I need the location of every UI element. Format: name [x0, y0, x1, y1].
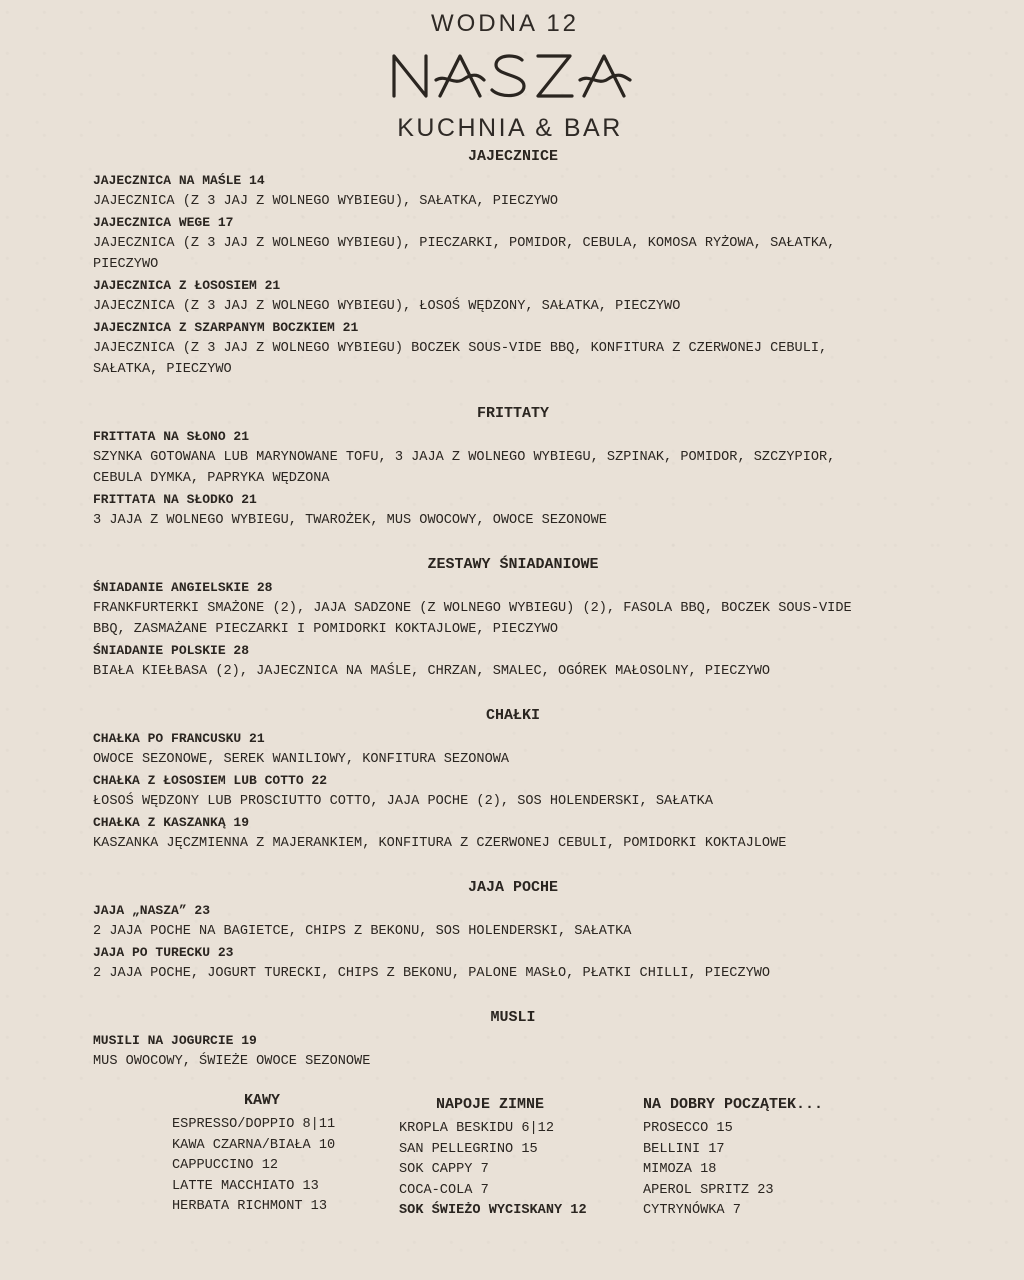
item-desc: JAJECZNICA (Z 3 JAJ Z WOLNEGO WYBIEGU), ŁOSOŚ WĘDZONY, SAŁATKA, PIECZYWO [93, 299, 681, 314]
item-desc: ŁOSOŚ WĘDZONY LUB PROSCIUTTO COTTO, JAJA POCHE (2), SOS HOLENDERSKI, SAŁATKA [93, 794, 713, 809]
item-title: CHAŁKA Z KASZANKĄ 19 [93, 815, 250, 830]
section-title: MUSLI [490, 1009, 536, 1026]
item-title: JAJECZNICA NA MAŚLE 14 [93, 173, 265, 188]
drink-item: SOK CAPPY 7 [399, 1162, 489, 1178]
section-title: JAJECZNICE [467, 148, 558, 165]
item-desc: 2 JAJA POCHE, JOGURT TURECKI, CHIPS Z BEKONU, PALONE MASŁO, PŁATKI CHILLI, PIECZYWO [93, 966, 771, 981]
item-title: MUSILI NA JOGURCIE 19 [93, 1033, 257, 1048]
item-desc: JAJECZNICA (Z 3 JAJ Z WOLNEGO WYBIEGU), SAŁATKA, PIECZYWO [93, 194, 558, 209]
item-title: CHAŁKA PO FRANCUSKU 21 [93, 731, 265, 746]
logo-text: NASZA [388, 46, 392, 47]
column-title: NA DOBRY POCZĄTEK... [643, 1096, 824, 1113]
column-title: NAPOJE ZIMNE [436, 1096, 545, 1113]
item-desc: PIECZYWO [93, 257, 159, 272]
item-title: JAJECZNICA Z SZARPANYM BOCZKIEM 21 [93, 320, 359, 335]
item-desc: FRANKFURTERKI SMAŻONE (2), JAJA SADZONE (Z WOLNEGO WYBIEGU) (2), FASOLA BBQ, BOCZEK SOUS-VIDE [93, 601, 852, 616]
item-title: JAJECZNICA Z ŁOSOSIEM 21 [93, 278, 281, 293]
section-frittaty [93, 403, 933, 531]
drinks-napoje-zimne [399, 1094, 587, 1222]
address: WODNA 12 [430, 10, 580, 37]
drinks-kawy [172, 1090, 335, 1218]
drink-item: MIMOZA 18 [643, 1162, 717, 1178]
section-jaja-poche [93, 877, 933, 984]
drink-item: CYTRYNÓWKA 7 [643, 1203, 741, 1219]
section-chalki [93, 705, 933, 854]
drink-item: BELLINI 17 [643, 1141, 725, 1157]
column-title: KAWY [244, 1092, 281, 1109]
drinks-na-dobry-poczatek [643, 1094, 823, 1222]
item-title: FRITTATA NA SŁODKO 21 [93, 492, 257, 507]
section-title: JAJA POCHE [467, 879, 558, 896]
drink-item: CAPPUCCINO 12 [172, 1158, 279, 1174]
item-title: CHAŁKA Z ŁOSOSIEM LUB COTTO 22 [93, 773, 328, 788]
item-desc: BIAŁA KIEŁBASA (2), JAJECZNICA NA MAŚLE, CHRZAN, SMALEC, OGÓREK MAŁOSOLNY, PIECZYWO [93, 664, 771, 679]
item-desc: CEBULA DYMKA, PAPRYKA WĘDZONA [93, 471, 330, 486]
drink-item: HERBATA RICHMONT 13 [172, 1199, 327, 1215]
item-desc: SAŁATKA, PIECZYWO [93, 362, 232, 377]
item-title: FRITTATA NA SŁONO 21 [93, 429, 250, 444]
drink-item: APEROL SPRITZ 23 [643, 1182, 774, 1198]
drink-item: LATTE MACCHIATO 13 [172, 1178, 319, 1194]
section-title: ZESTAWY ŚNIADANIOWE [427, 556, 599, 573]
item-title: ŚNIADANIE POLSKIE 28 [93, 643, 250, 658]
drink-item: COCA-COLA 7 [399, 1182, 489, 1198]
section-jajecznice [93, 146, 933, 380]
item-desc: MUS OWOCOWY, ŚWIEŻE OWOCE SEZONOWE [93, 1054, 371, 1069]
section-musli [93, 1007, 933, 1072]
item-title: JAJECZNICA WEGE 17 [93, 215, 234, 230]
section-zestawy [93, 554, 933, 682]
drink-item: KAWA CZARNA/BIAŁA 10 [172, 1137, 336, 1153]
item-desc: 3 JAJA Z WOLNEGO WYBIEGU, TWAROŻEK, MUS OWOCOWY, OWOCE SEZONOWE [93, 513, 607, 528]
item-desc: JAJECZNICA (Z 3 JAJ Z WOLNEGO WYBIEGU) BOCZEK SOUS-VIDE BBQ, KONFITURA Z CZERWONEJ CEBULI, [93, 341, 828, 356]
item-desc: KASZANKA JĘCZMIENNA Z MAJERANKIEM, KONFITURA Z CZERWONEJ CEBULI, POMIDORKI KOKTAJLOWE [93, 836, 787, 851]
drink-item: KROPLA BESKIDU 6|12 [399, 1121, 554, 1136]
item-title: ŚNIADANIE ANGIELSKIE 28 [93, 580, 273, 595]
item-desc: BBQ, ZASMAŻANE PIECZARKI I POMIDORKI KOKTAJLOWE, PIECZYWO [93, 622, 558, 637]
item-title: JAJA PO TURECKU 23 [93, 945, 234, 960]
section-title: FRITTATY [476, 405, 549, 422]
drink-item: SAN PELLEGRINO 15 [399, 1141, 538, 1157]
drink-item: PROSECCO 15 [643, 1121, 733, 1136]
section-title: CHAŁKI [485, 707, 540, 724]
drink-item: ESPRESSO/DOPPIO 8|11 [172, 1117, 336, 1132]
item-desc: 2 JAJA POCHE NA BAGIETCE, CHIPS Z BEKONU, SOS HOLENDERSKI, SAŁATKA [93, 924, 632, 939]
item-desc: JAJECZNICA (Z 3 JAJ Z WOLNEGO WYBIEGU), PIECZARKI, POMIDOR, CEBULA, KOMOSA RYŻOWA, SAŁATKA, [93, 236, 836, 251]
item-title: JAJA „NASZA” 23 [93, 903, 211, 918]
menu-sections [93, 146, 933, 1072]
item-desc: SZYNKA GOTOWANA LUB MARYNOWANE TOFU, 3 JAJA Z WOLNEGO WYBIEGU, SZPINAK, POMIDOR, SZCZYPIOR, [93, 450, 836, 465]
tagline: KUCHNIA & BAR [397, 114, 623, 142]
item-desc: OWOCE SEZONOWE, SEREK WANILIOWY, KONFITURA SEZONOWA [93, 752, 510, 767]
drink-item: SOK ŚWIEŻO WYCISKANY 12 [399, 1203, 587, 1219]
nasza-logo [388, 46, 638, 106]
